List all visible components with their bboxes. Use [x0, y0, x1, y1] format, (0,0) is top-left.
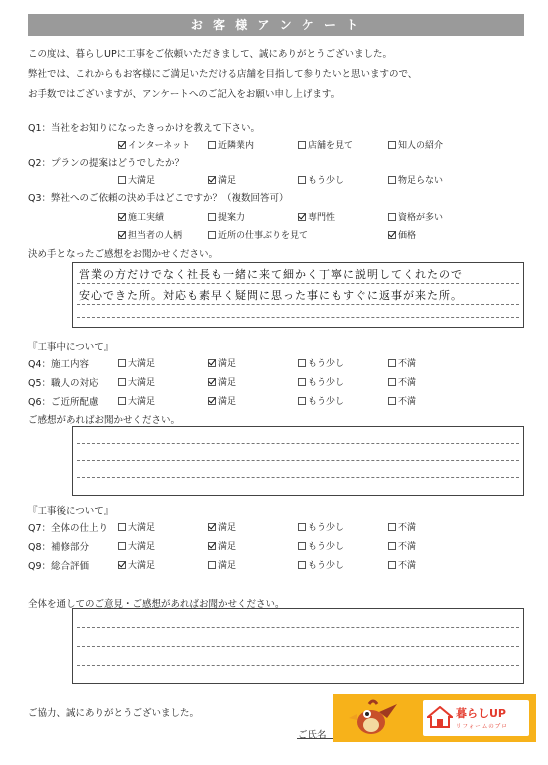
after-row-label-1: Q8：補修部分	[28, 542, 90, 553]
option-label: 資格が多い	[398, 213, 444, 223]
checkbox-icon[interactable]	[298, 359, 306, 367]
option-label: 施工実績	[128, 213, 165, 223]
overall-line-1	[77, 627, 519, 628]
option-label: インターネット	[128, 141, 191, 151]
checkbox-icon[interactable]	[388, 213, 396, 221]
option-label: 大満足	[128, 561, 156, 571]
overall-line-3	[77, 665, 519, 666]
during-row-label-0: Q4：施工内容	[28, 359, 90, 370]
checkbox-icon[interactable]	[118, 359, 126, 367]
after-row-0-option-2[interactable]	[298, 520, 344, 533]
checkbox-icon[interactable]	[298, 378, 306, 386]
option-label: もう少し	[308, 359, 345, 369]
option-label: もう少し	[308, 397, 345, 407]
during-line-3	[77, 477, 519, 478]
option-label: 価格	[398, 231, 417, 241]
option-label: 満足	[218, 561, 237, 571]
during-row-1-option-3[interactable]	[388, 375, 416, 388]
during-row-0-option-0[interactable]	[118, 356, 155, 369]
option-label: 不満	[398, 397, 417, 407]
checkbox-icon[interactable]	[388, 561, 396, 569]
after-row-0-option-1[interactable]	[208, 520, 236, 533]
reason-line-2	[77, 304, 519, 305]
during-line-1	[77, 443, 519, 444]
checkbox-icon[interactable]	[298, 397, 306, 405]
during-comment-label: ご感想があればお聞かせください。	[28, 415, 181, 426]
checkbox-icon[interactable]	[118, 213, 126, 221]
q2-option-3[interactable]	[388, 173, 443, 186]
overall-comment-box[interactable]	[72, 608, 524, 684]
checkbox-icon[interactable]	[118, 523, 126, 531]
option-label: 大満足	[128, 176, 156, 186]
checkbox-icon[interactable]	[208, 378, 216, 386]
option-label: 不満	[398, 523, 417, 533]
checkbox-icon[interactable]	[298, 176, 306, 184]
q1-option-3[interactable]	[388, 138, 443, 151]
option-label: 不満	[398, 359, 417, 369]
during-row-label-2: Q6：ご近所配慮	[28, 397, 99, 408]
option-label: 近所の仕事ぶりを見て	[218, 231, 309, 241]
checkbox-icon[interactable]	[388, 523, 396, 531]
option-label: 満足	[218, 359, 237, 369]
thanks-text: ご協力、誠にありがとうございました。	[28, 708, 200, 719]
checkbox-icon[interactable]	[298, 561, 306, 569]
option-label: 知人の紹介	[398, 141, 444, 151]
option-label: もう少し	[308, 378, 345, 388]
during-row-2-option-3[interactable]	[388, 394, 416, 407]
q3-row1-option-1[interactable]	[208, 210, 245, 223]
q3-row1-option-3[interactable]	[388, 210, 443, 223]
q1-option-2[interactable]	[298, 138, 353, 151]
option-label: もう少し	[308, 523, 345, 533]
after-row-2-option-3[interactable]	[388, 558, 416, 571]
checkbox-icon[interactable]	[118, 378, 126, 386]
checkbox-icon[interactable]	[388, 378, 396, 386]
option-label: 担当者の人柄	[128, 231, 183, 241]
checkbox-icon[interactable]	[388, 141, 396, 149]
option-label: 満足	[218, 176, 237, 186]
checkbox-icon[interactable]	[118, 141, 126, 149]
after-row-1-option-1[interactable]	[208, 539, 236, 552]
checkbox-icon[interactable]	[208, 213, 216, 221]
bird-mascot-icon	[347, 698, 401, 738]
checkbox-icon[interactable]	[388, 397, 396, 405]
signature-line[interactable]	[297, 738, 335, 739]
during-row-2-option-2[interactable]	[298, 394, 344, 407]
after-header: 『工事後について』	[28, 506, 114, 517]
checkbox-icon[interactable]	[208, 561, 216, 569]
reason-handwriting-1: 営業の方だけでなく社長も一緒に来て細かく丁寧に説明してくれたので	[79, 268, 463, 281]
option-label: もう少し	[308, 176, 345, 186]
after-row-1-option-2[interactable]	[298, 539, 344, 552]
q1-option-1[interactable]	[208, 138, 254, 151]
during-line-2	[77, 460, 519, 461]
checkbox-icon[interactable]	[298, 523, 306, 531]
q1-option-0[interactable]	[118, 138, 190, 151]
intro-line-2: 弊社では、これからもお客様にご満足いただける店舗を目指して参りたいと思いますので、	[28, 69, 418, 80]
option-label: もう少し	[308, 561, 345, 571]
logo-name-box	[423, 700, 529, 736]
option-label: 大満足	[128, 397, 156, 407]
after-row-2-option-0[interactable]	[118, 558, 155, 571]
q3-label: Q3：弊社へのご依頼の決め手はどこですか？（複数回答可）	[28, 193, 289, 204]
q3-row2-option-2[interactable]	[388, 228, 416, 241]
during-row-0-option-1[interactable]	[208, 356, 236, 369]
q3-row1-option-2[interactable]	[298, 210, 335, 223]
checkbox-icon[interactable]	[208, 397, 216, 405]
option-label: 大満足	[128, 378, 156, 388]
reason-comment-box[interactable]	[72, 262, 524, 328]
checkbox-icon[interactable]	[118, 561, 126, 569]
logo-brand-text: 暮らしUP	[456, 707, 506, 720]
during-row-0-option-3[interactable]	[388, 356, 416, 369]
during-row-label-1: Q5：職人の対応	[28, 378, 99, 389]
checkbox-icon[interactable]	[208, 523, 216, 531]
option-label: 大満足	[128, 523, 156, 533]
checkbox-icon[interactable]	[118, 231, 126, 239]
reason-line-3	[77, 317, 519, 318]
checkbox-icon[interactable]	[208, 231, 216, 239]
reason-line-1	[77, 283, 519, 284]
q3-row2-option-0[interactable]	[118, 228, 182, 241]
option-label: 満足	[218, 542, 237, 552]
after-row-1-option-3[interactable]	[388, 539, 416, 552]
during-row-1-option-0[interactable]	[118, 375, 155, 388]
option-label: 提案力	[218, 213, 246, 223]
checkbox-icon[interactable]	[298, 141, 306, 149]
checkbox-icon[interactable]	[298, 542, 306, 550]
q2-option-0[interactable]	[118, 173, 155, 186]
after-row-1-option-0[interactable]	[118, 539, 155, 552]
q3-row2-option-1[interactable]	[208, 228, 308, 241]
option-label: 近隣業内	[218, 141, 255, 151]
option-label: もう少し	[308, 542, 345, 552]
checkbox-icon[interactable]	[388, 359, 396, 367]
option-label: 満足	[218, 378, 237, 388]
option-label: 専門性	[308, 213, 336, 223]
after-row-2-option-2[interactable]	[298, 558, 344, 571]
option-label: 不満	[398, 378, 417, 388]
option-label: 物足らない	[398, 176, 444, 186]
q3-row1-option-0[interactable]	[118, 210, 164, 223]
house-icon	[427, 706, 453, 728]
option-label: 大満足	[128, 542, 156, 552]
overall-label: 全体を通してのご意見・ご感想があればお聞かせください。	[28, 599, 285, 610]
q1-label: Q1：当社をお知りになったきっかけを教えて下さい。	[28, 123, 261, 134]
during-comment-box[interactable]	[72, 426, 524, 496]
intro-line-3: お手数ではございますが、アンケートへのご記入をお願い申し上げます。	[28, 89, 341, 100]
option-label: 不満	[398, 542, 417, 552]
signature-label: ご氏名	[298, 730, 327, 741]
reason-label: 決め手となったご感想をお聞かせください。	[28, 249, 219, 260]
reason-handwriting-2: 安心できた所。対応も素早く疑問に思った事にもすぐに返事が来た所。	[79, 289, 463, 302]
q2-label: Q2：プランの提案はどうでしたか？	[28, 158, 185, 169]
q2-option-2[interactable]	[298, 173, 344, 186]
option-label: 満足	[218, 397, 237, 407]
logo-sub-text: リフォームのプロ	[456, 724, 508, 730]
checkbox-icon[interactable]	[298, 213, 306, 221]
checkbox-icon[interactable]	[208, 359, 216, 367]
checkbox-icon[interactable]	[118, 542, 126, 550]
option-label: 店舗を見て	[308, 141, 354, 151]
checkbox-icon[interactable]	[208, 141, 216, 149]
checkbox-icon[interactable]	[388, 542, 396, 550]
checkbox-icon[interactable]	[118, 176, 126, 184]
after-row-2-option-1[interactable]	[208, 558, 236, 571]
overall-line-2	[77, 646, 519, 647]
option-label: 満足	[218, 523, 237, 533]
checkbox-icon[interactable]	[208, 542, 216, 550]
checkbox-icon[interactable]	[388, 231, 396, 239]
during-row-2-option-1[interactable]	[208, 394, 236, 407]
after-row-0-option-0[interactable]	[118, 520, 155, 533]
during-header: 『工事中について』	[28, 342, 114, 353]
during-row-1-option-1[interactable]	[208, 375, 236, 388]
after-row-0-option-3[interactable]	[388, 520, 416, 533]
intro-line-1: この度は、暮らしUPに工事をご依頼いただきまして、誠にありがとうございました。	[28, 49, 392, 60]
after-row-label-2: Q9：総合評価	[28, 561, 90, 572]
company-logo	[333, 694, 536, 742]
after-row-label-0: Q7：全体の仕上り	[28, 523, 109, 534]
checkbox-icon[interactable]	[208, 176, 216, 184]
during-row-1-option-2[interactable]	[298, 375, 344, 388]
checkbox-icon[interactable]	[388, 176, 396, 184]
checkbox-icon[interactable]	[118, 397, 126, 405]
survey-title: お 客 様 ア ン ケ ー ト	[28, 14, 524, 36]
option-label: 大満足	[128, 359, 156, 369]
during-row-2-option-0[interactable]	[118, 394, 155, 407]
option-label: 不満	[398, 561, 417, 571]
q2-option-1[interactable]	[208, 173, 236, 186]
during-row-0-option-2[interactable]	[298, 356, 344, 369]
